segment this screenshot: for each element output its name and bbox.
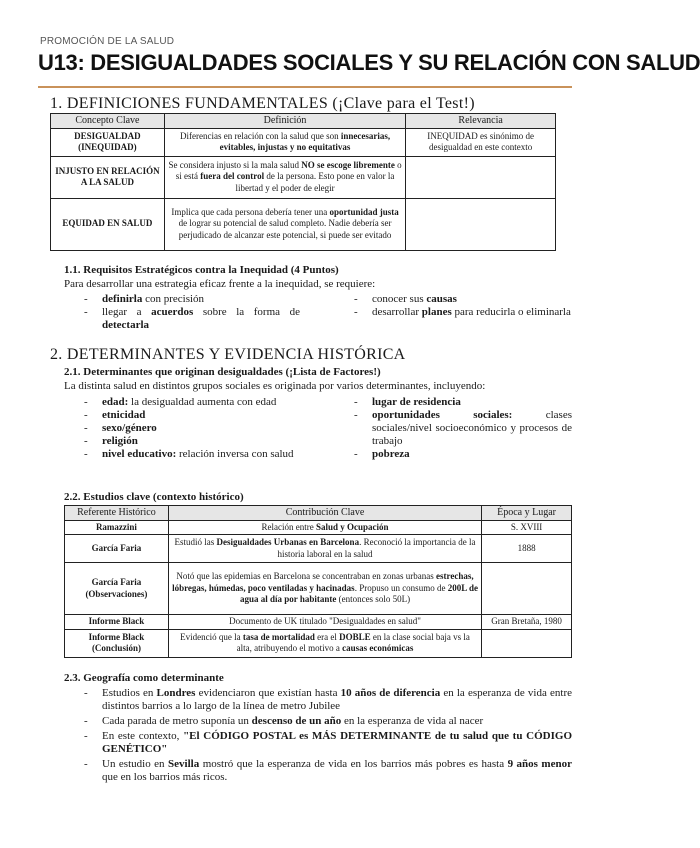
item-emphasis: edad: <box>102 396 129 408</box>
contribution-text: en la clase social baja vs la alta, atribuyendo el motivo a <box>236 631 470 653</box>
requirements-list-left <box>84 293 300 332</box>
table-header-row <box>51 114 556 129</box>
column-header: Concepto Clave <box>51 114 165 129</box>
definition-cell <box>164 128 405 156</box>
contribution-text: era el <box>314 631 340 642</box>
contribution-text: Relación entre <box>261 521 316 532</box>
era-cell: Gran Bretaña, 1980 <box>482 615 572 630</box>
definition-emphasis: NO se escoge libremente <box>301 159 395 170</box>
subsection-1-1-intro: Para desarrollar una estrategia eficaz frente a la inequidad, se requiere: <box>64 278 376 290</box>
item-emphasis: etnicidad <box>102 409 146 421</box>
item-text: evidenciaron que existían hasta <box>195 687 341 699</box>
item-emphasis: definirla <box>102 293 143 305</box>
referent-cell: Ramazzini <box>65 520 169 535</box>
column-header: Contribución Clave <box>168 506 481 521</box>
concept-cell: DESIGUALDAD (INEQUIDAD) <box>51 128 165 156</box>
course-kicker: PROMOCIÓN DE LA SALUD <box>40 36 175 47</box>
contribution-cell: Documento de UK titulado "Desigualdades en salud" <box>168 615 481 630</box>
item-text: llegar a <box>102 306 152 318</box>
item-emphasis: Londres <box>156 687 196 699</box>
section-2-heading: 2. DETERMINANTES Y EVIDENCIA HISTÓRICA <box>50 346 406 363</box>
item-text: clases sociales/nivel socioeconómico y procesos de trabajo <box>372 409 572 447</box>
contribution-text: Evidenció que la <box>180 631 243 642</box>
item-emphasis: descenso de un año <box>251 715 342 727</box>
column-header: Época y Lugar <box>482 506 572 521</box>
item-emphasis: acuerdos <box>151 306 194 318</box>
list-item <box>84 687 572 713</box>
definitions-table <box>50 113 556 251</box>
table-row <box>65 563 572 615</box>
list-item <box>84 448 300 461</box>
concept-cell: EQUIDAD EN SALUD <box>51 198 165 250</box>
definition-cell <box>164 198 405 250</box>
contribution-text: (entonces solo 50L) <box>336 594 411 605</box>
list-item <box>354 448 572 461</box>
requirements-list-right <box>354 293 572 319</box>
item-text: Un estudio en <box>102 758 169 770</box>
era-cell <box>482 629 572 657</box>
item-text: relación inversa con salud <box>176 448 294 460</box>
item-emphasis: sexo/género <box>102 422 157 434</box>
geography-list <box>84 687 572 784</box>
item-emphasis: 9 años menor <box>507 758 572 770</box>
item-emphasis: religión <box>102 435 138 447</box>
subsection-1-1-heading: 1.1. Requisitos Estratégicos contra la Inequidad (4 Puntos) <box>64 264 339 276</box>
relevance-cell: INEQUIDAD es sinónimo de desigualdad en este contexto <box>406 128 556 156</box>
table-row <box>51 128 556 156</box>
item-text: en la esperanza de vida entre distintos barrios a lo largo de la línea de metro Jubilee <box>102 687 572 712</box>
referent-cell: García Faria (Observaciones) <box>65 563 169 615</box>
list-item <box>84 409 300 422</box>
table-row <box>65 535 572 563</box>
list-item <box>84 293 300 306</box>
table-row <box>65 615 572 630</box>
column-header: Referente Histórico <box>65 506 169 521</box>
contribution-text: Notó que las epidemias en Barcelona se concentraban en zonas urbanas <box>176 571 437 582</box>
item-text: con precisión <box>142 293 205 305</box>
page-title: U13: DESIGUALDADES SOCIALES Y SU RELACIÓN CON SALUD <box>38 50 700 75</box>
item-text: En este contexto, <box>102 730 184 742</box>
definition-text: de lograr su potencial de salud completo. Nadie debería ser perjudicado de alcanzar este potencial, si puede ser evitado <box>178 218 392 240</box>
table-header-row <box>65 506 572 521</box>
list-item <box>84 306 300 332</box>
item-text: para reducirla o eliminarla <box>451 306 571 318</box>
contribution-text: Estudió las <box>174 537 217 547</box>
referent-cell: Informe Black (Conclusión) <box>65 629 169 657</box>
referent-cell: García Faria <box>65 535 169 563</box>
item-text: conocer sus <box>372 293 427 305</box>
definition-text: Diferencias en relación con la salud que son <box>179 130 341 141</box>
item-text: mostró que la esperanza de vida en los barrios más pobres es hasta <box>199 758 508 770</box>
column-header: Relevancia <box>406 114 556 129</box>
definition-emphasis: fuera del control <box>200 171 265 182</box>
list-item <box>354 293 572 306</box>
item-text: desarrollar <box>372 306 422 318</box>
contribution-emphasis: causas económicas <box>342 643 414 653</box>
contribution-cell <box>168 563 481 615</box>
definition-text: o si está <box>175 159 402 182</box>
contribution-cell <box>168 629 481 657</box>
era-cell: S. XVIII <box>482 520 572 535</box>
subsection-2-1-intro: La distinta salud en distintos grupos sociales es originada por varios determinantes, incluyendo: <box>64 380 486 392</box>
determinants-list-left <box>84 396 300 461</box>
determinants-list-right <box>354 396 572 461</box>
contribution-emphasis: tasa de mortalidad <box>242 631 315 642</box>
definition-emphasis: innecesarias, evitables, injustas y no equitativas <box>219 130 391 152</box>
concept-cell: INJUSTO EN RELACIÓN A LA SALUD <box>51 156 165 198</box>
list-item <box>84 758 572 784</box>
table-row <box>51 156 556 198</box>
definition-text: de la persona. Esto pone en valor la libertad y el poder de elegir <box>235 171 395 193</box>
definition-emphasis: oportunidad justa <box>329 206 399 217</box>
contribution-emphasis: DOBLE <box>339 631 371 642</box>
contribution-emphasis: 200L de agua al día por habitante <box>239 582 478 605</box>
column-header: Definición <box>164 114 405 129</box>
item-emphasis: 10 años de diferencia <box>340 687 441 699</box>
contribution-emphasis: Desigualdades Urbanas en Barcelona <box>216 537 360 547</box>
era-cell <box>482 563 572 615</box>
list-item <box>84 715 572 728</box>
definition-cell <box>164 156 405 198</box>
subsection-2-1-heading: 2.1. Determinantes que originan desigualdades (¡Lista de Factores!) <box>64 366 381 378</box>
list-item <box>84 422 300 435</box>
item-text: Cada parada de metro suponía un <box>102 715 252 727</box>
contribution-emphasis: Salud y Ocupación <box>315 521 389 532</box>
item-emphasis: detectarla <box>102 319 150 331</box>
era-cell: 1888 <box>482 535 572 563</box>
table-row <box>65 520 572 535</box>
table-row <box>51 198 556 250</box>
section-1-heading: 1. DEFINICIONES FUNDAMENTALES (¡Clave para el Test!) <box>50 95 475 112</box>
definition-text: Implica que cada persona debería tener una <box>171 206 330 217</box>
item-text: la desigualdad aumenta con edad <box>128 396 277 408</box>
item-text: sobre la forma de <box>193 306 300 318</box>
contribution-emphasis: estrechas, lóbregas, húmedas, poco ventiladas y hacinadas <box>172 571 474 593</box>
item-emphasis: lugar de residencia <box>372 396 461 408</box>
historical-studies-table <box>64 505 572 658</box>
item-text: que en los barrios más ricos. <box>102 771 228 783</box>
definition-text: Se considera injusto si la mala salud <box>168 159 302 170</box>
item-text: en la esperanza de vida al nacer <box>341 715 484 727</box>
list-item <box>354 409 572 448</box>
subsection-2-3-heading: 2.3. Geografía como determinante <box>64 672 224 684</box>
referent-cell: Informe Black <box>65 615 169 630</box>
contribution-cell <box>168 535 481 563</box>
table-row <box>65 629 572 657</box>
relevance-cell <box>406 156 556 198</box>
list-item <box>84 396 300 409</box>
item-emphasis: Sevilla <box>168 758 200 770</box>
item-emphasis: causas <box>426 293 457 305</box>
list-item <box>354 396 572 409</box>
item-emphasis: oportunidades sociales: <box>372 409 513 421</box>
relevance-cell <box>406 198 556 250</box>
list-item <box>354 306 572 319</box>
subsection-2-2-heading: 2.2. Estudios clave (contexto histórico) <box>64 491 244 503</box>
contribution-cell <box>168 520 481 535</box>
title-rule <box>38 86 572 88</box>
item-text: Estudios en <box>102 687 157 699</box>
item-emphasis: pobreza <box>372 448 410 460</box>
contribution-text: . Reconoció la importancia de la historia laboral en la salud <box>277 537 476 559</box>
contribution-text: . Propuso un consumo de <box>354 582 448 593</box>
list-item <box>84 730 572 756</box>
item-emphasis: planes <box>421 306 452 318</box>
item-emphasis: nivel educativo: <box>102 448 177 460</box>
item-emphasis: "El CÓDIGO POSTAL es MÁS DETERMINANTE de tu salud que tu CÓDIGO GENÉTICO" <box>102 730 572 755</box>
list-item <box>84 435 300 448</box>
